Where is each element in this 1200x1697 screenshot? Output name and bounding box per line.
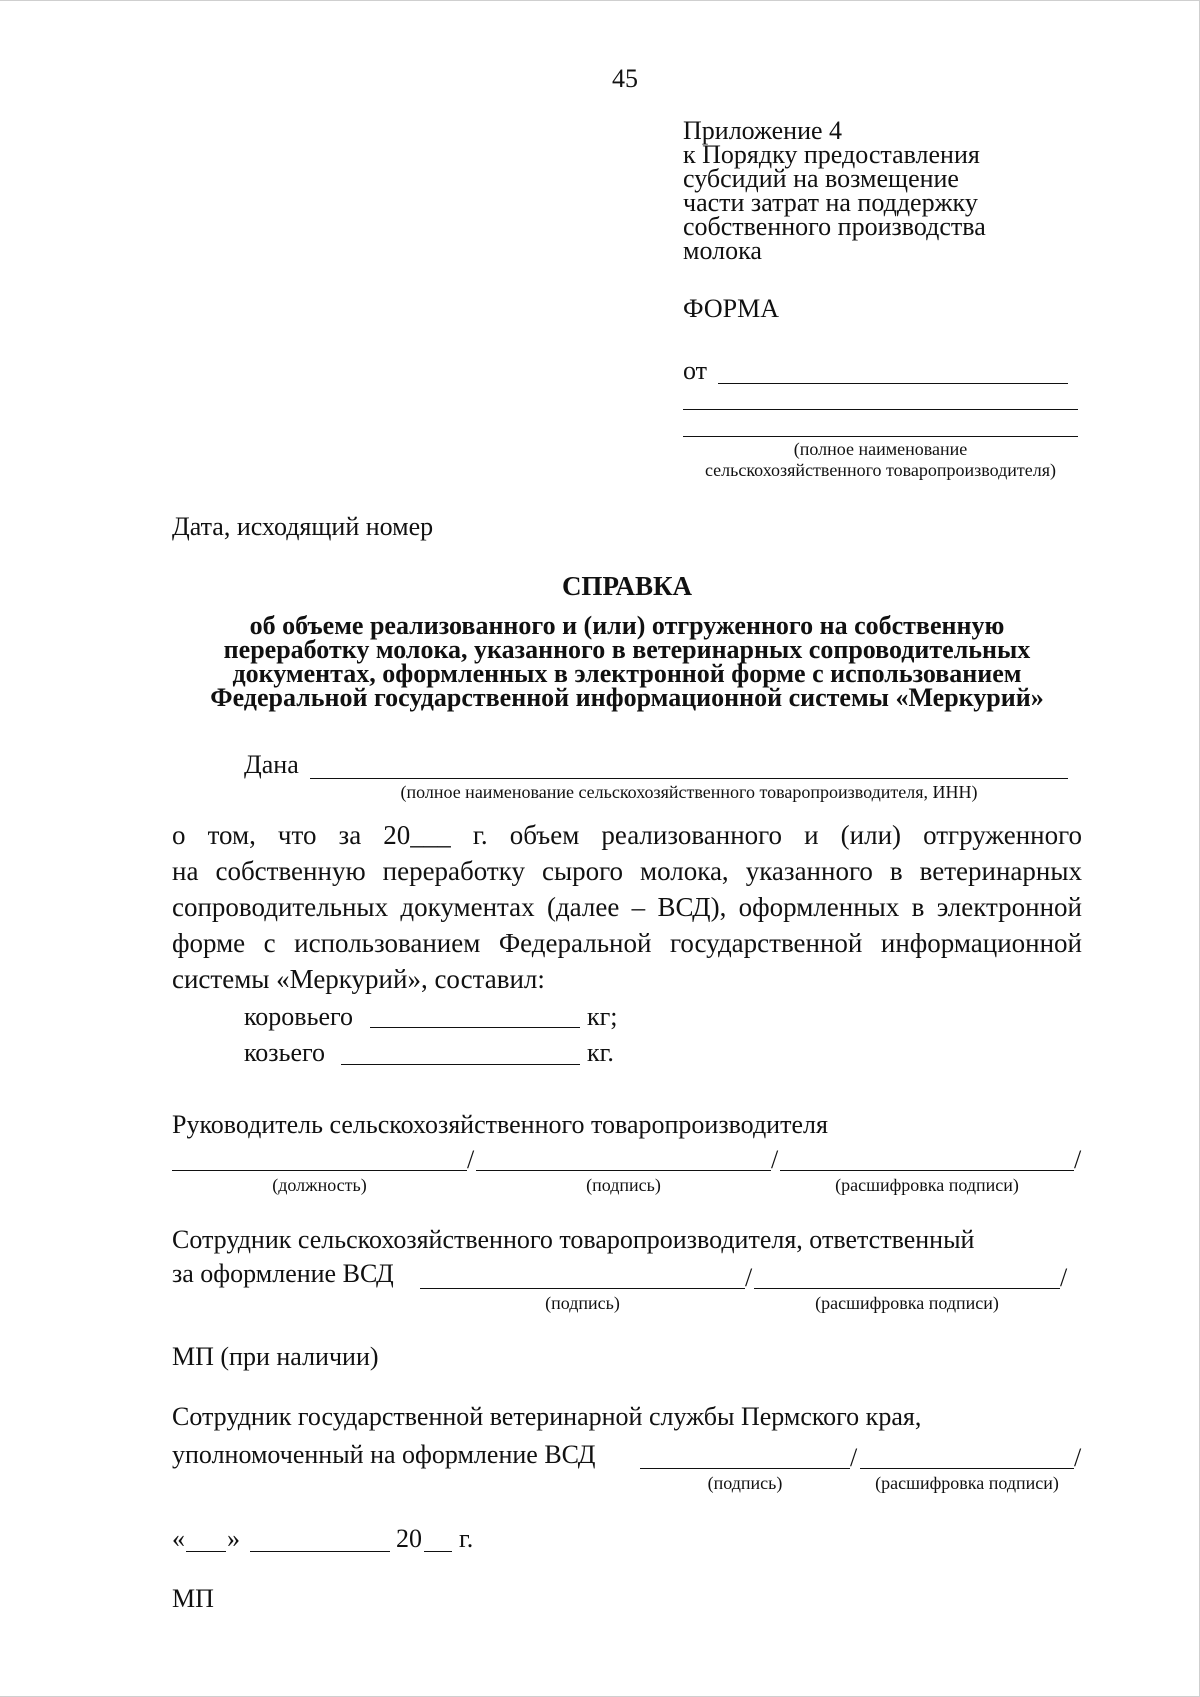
body-line: о том, что за 20___ г. объем реализованного и (или) отгруженного — [172, 820, 1082, 850]
document-title: СПРАВКА — [561, 571, 693, 601]
employee-line-1: Сотрудник сельскохозяйственного товаропроизводителя, ответственный — [172, 1225, 975, 1254]
head-decoding-line[interactable] — [780, 1170, 1074, 1171]
appendix-line: части затрат на поддержку — [683, 188, 978, 217]
issued-label: Дана — [244, 750, 299, 779]
subtitle-line: об объеме реализованного и (или) отгруженного на собственную — [249, 611, 1005, 640]
body-line: на собственную переработку сырого молока, указанного в ветеринарных — [172, 856, 1082, 886]
cow-milk-unit: кг; — [587, 1002, 618, 1031]
employee-caption-signature: (подпись) — [545, 1293, 620, 1313]
appendix-line: Приложение 4 — [683, 116, 843, 145]
date-close-quote: » — [227, 1524, 240, 1553]
page-border-top — [0, 0, 1200, 1]
separator-slash: / — [1074, 1145, 1082, 1174]
issued-name-line[interactable] — [310, 778, 1068, 779]
separator-slash: / — [850, 1443, 858, 1472]
from-name-line[interactable] — [718, 383, 1068, 384]
date-year-line[interactable] — [424, 1551, 452, 1552]
body-line: сопроводительных документах (далее – ВСД), оформленных в электронной — [172, 892, 1082, 922]
separator-slash: / — [467, 1145, 475, 1174]
appendix-line: к Порядку предоставления — [683, 140, 980, 169]
vet-caption-signature: (подпись) — [707, 1473, 783, 1493]
stamp-optional: МП (при наличии) — [172, 1342, 379, 1371]
cow-milk-value-line[interactable] — [370, 1027, 580, 1028]
head-signature-line[interactable] — [476, 1170, 771, 1171]
form-label: ФОРМА — [683, 294, 779, 323]
employee-caption-decoding: (расшифровка подписи) — [815, 1293, 999, 1313]
head-position-line[interactable] — [172, 1170, 467, 1171]
head-title: Руководитель сельскохозяйственного товаропроизводителя — [172, 1110, 828, 1139]
vet-decoding-line[interactable] — [860, 1468, 1074, 1469]
separator-slash: / — [771, 1145, 779, 1174]
employee-signature-line[interactable] — [420, 1288, 745, 1289]
vet-caption-decoding: (расшифровка подписи) — [875, 1473, 1059, 1493]
separator-slash: / — [745, 1263, 753, 1292]
subtitle-line: документах, оформленных в электронной форме с использованием — [232, 659, 1022, 688]
body-line: форме с использованием Федеральной государственной информационной — [172, 928, 1082, 958]
separator-slash: / — [1060, 1263, 1068, 1292]
date-month-line[interactable] — [250, 1551, 390, 1552]
employee-line-2: за оформление ВСД — [172, 1259, 394, 1288]
goat-milk-value-line[interactable] — [341, 1064, 580, 1065]
date-number-label: Дата, исходящий номер — [172, 512, 434, 541]
goat-milk-label: козьего — [244, 1038, 325, 1067]
date-year-suffix: г. — [459, 1524, 474, 1553]
date-year-prefix: 20 — [396, 1524, 422, 1553]
appendix-line: субсидий на возмещение — [683, 164, 959, 193]
subtitle-line: переработку молока, указанного в ветеринарных сопроводительных — [223, 635, 1031, 664]
page-number: 45 — [612, 64, 638, 93]
goat-milk-unit: кг. — [587, 1038, 614, 1067]
head-caption-signature: (подпись) — [586, 1175, 661, 1195]
vet-line-1: Сотрудник государственной ветеринарной службы Пермского края, — [172, 1402, 922, 1431]
separator-slash: / — [1074, 1443, 1082, 1472]
body-line-last: системы «Меркурий», составил: — [172, 964, 545, 994]
from-caption-1: (полное наименование — [793, 439, 968, 459]
head-caption-position: (должность) — [272, 1175, 367, 1195]
vet-signature-line[interactable] — [640, 1468, 850, 1469]
vet-line-2: уполномоченный на оформление ВСД — [172, 1440, 596, 1469]
head-caption-decoding: (расшифровка подписи) — [835, 1175, 1019, 1195]
cow-milk-label: коровьего — [244, 1002, 354, 1031]
appendix-line: молока — [683, 236, 762, 265]
issued-caption: (полное наименование сельскохозяйственного товаропроизводителя, ИНН) — [400, 782, 978, 802]
employee-decoding-line[interactable] — [754, 1288, 1060, 1289]
date-day-line[interactable] — [186, 1551, 226, 1552]
from-caption-2: сельскохозяйственного товаропроизводителя) — [704, 460, 1057, 480]
from-name-line-3[interactable] — [683, 436, 1078, 437]
from-prefix: от — [683, 356, 708, 385]
date-open-quote: « — [172, 1524, 185, 1553]
appendix-line: собственного производства — [683, 212, 986, 241]
subtitle-line: Федеральной государственной информационной системы «Меркурий» — [210, 683, 1044, 712]
from-name-line-2[interactable] — [683, 409, 1078, 410]
stamp-label: МП — [172, 1584, 214, 1613]
